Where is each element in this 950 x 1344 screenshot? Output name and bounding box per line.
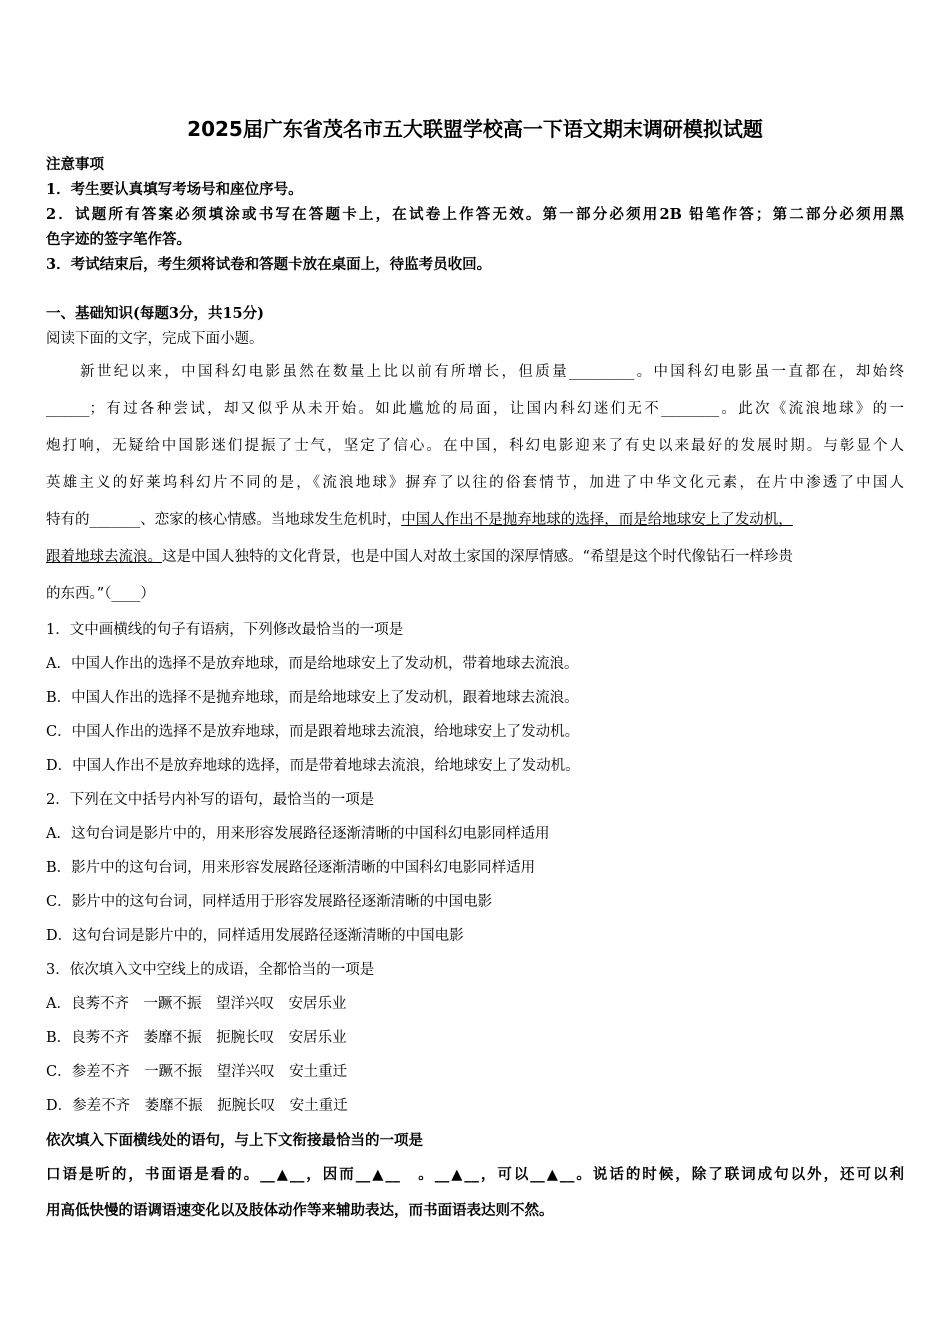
passage-line-7: 的东西。”（____） [46, 586, 155, 602]
question-4-line-2: 用高低快慢的语调语速变化以及肢体动作等来辅助表达，而书面语表达则不然。 [46, 1202, 554, 1219]
question-3-option-a: A．良莠不齐 一蹶不振 望洋兴叹 安居乐业 [46, 996, 347, 1012]
question-3-option-d: D．参差不齐 萎靡不振 扼腕长叹 安土重迁 [46, 1098, 348, 1114]
page-title: 2025届广东省茂名市五大联盟学校高一下语文期末调研模拟试题 [187, 117, 763, 141]
passage-line-2: ______；有过各种尝试，却又似乎从未开始。如此尴尬的局面，让国内科幻迷们无不________。此次《流浪地球》的一 [46, 401, 904, 417]
question-2-option-b: B．影片中的这句台词，用来形容发展路径逐渐清晰的中国科幻电影同样适用 [46, 860, 536, 876]
question-2-option-a: A．这句台词是影片中的，用来形容发展路径逐渐清晰的中国科幻电影同样适用 [46, 826, 550, 842]
passage-line-6 [46, 545, 793, 566]
underlined-sentence-part-2: 跟着地球去流浪。 [46, 549, 162, 565]
underlined-sentence-part-1: 中国人作出不是抛弃地球的选择，而是给地球安上了发动机， [401, 512, 793, 528]
question-3-stem: 3．依次填入文中空线上的成语，全都恰当的一项是 [46, 962, 375, 978]
question-2-option-c: C．影片中的这句台词，同样适用于形容发展路径逐渐清晰的中国电影 [46, 894, 493, 910]
passage-line-5 [46, 508, 904, 529]
question-1-option-b: B．中国人作出的选择不是抛弃地球，而是给地球安上了发动机，跟着地球去流浪。 [46, 690, 579, 706]
passage-line-6-text: 这是中国人独特的文化背景，也是中国人对故土家国的深厚情感。“希望是这个时代像钻石一样珍贵 [162, 549, 793, 565]
question-3-option-b: B．良莠不齐 萎靡不振 扼腕长叹 安居乐业 [46, 1030, 347, 1046]
question-3-option-c: C．参差不齐 一蹶不振 望洋兴叹 安土重迁 [46, 1064, 348, 1080]
passage-line-1: 新世纪以来，中国科幻电影虽然在数量上比以前有所增长，但质量_________。中国科幻电影虽一直都在，却始终 [80, 364, 904, 380]
passage-line-3: 炮打响，无疑给中国影迷们提振了士气，坚定了信心。在中国，科幻电影迎来了有史以来最好的发展时期。与彰显个人 [46, 438, 904, 454]
section-instruction: 阅读下面的文字，完成下面小题。 [46, 331, 264, 347]
question-1-option-d: D．中国人作出不是放弃地球的选择，而是带着地球去流浪，给地球安上了发动机。 [46, 758, 580, 774]
notice-item-3: 3．考试结束后，考生须将试卷和答题卡放在桌面上，待监考员收回。 [46, 256, 492, 273]
question-4-line-1: 口语是听的，书面语是看的。__▲__，因而__▲__ 。__▲__，可以__▲__。说话的时候，除了联词成句以外，还可以利 [46, 1166, 904, 1183]
notice-heading: 注意事项 [46, 156, 104, 173]
question-2-option-d: D．这句台词是影片中的，同样适用发展路径逐渐清晰的中国电影 [46, 928, 464, 944]
passage-line-5-text: 特有的_______、恋家的核心情感。当地球发生危机时， [46, 512, 402, 528]
question-1-option-c: C．中国人作出的选择不是放弃地球，而是跟着地球去流浪，给地球安上了发动机。 [46, 724, 580, 740]
notice-item-2-cont: 色字迹的签字笔作答。 [46, 231, 191, 248]
question-2-stem: 2．下列在文中括号内补写的语句，最恰当的一项是 [46, 792, 375, 808]
section-heading: 一、基础知识(每题3分，共15分) [46, 305, 264, 322]
passage-line-4: 英雄主义的好莱坞科幻片不同的是，《流浪地球》摒弃了以往的俗套情节，加进了中华文化元素，在片中渗透了中国人 [46, 475, 904, 491]
notice-item-1: 1．考生要认真填写考场号和座位序号。 [46, 181, 303, 198]
question-4-stem: 依次填入下面横线处的语句，与上下文衔接最恰当的一项是 [46, 1132, 423, 1149]
question-1-option-a: A．中国人作出的选择不是放弃地球，而是给地球安上了发动机，带着地球去流浪。 [46, 656, 579, 672]
question-1-stem: 1．文中画横线的句子有语病，下列修改最恰当的一项是 [46, 622, 404, 638]
notice-item-2: 2．试题所有答案必须填涂或书写在答题卡上，在试卷上作答无效。第一部分必须用2B 铅笔作答；第二部分必须用黑 [46, 206, 904, 223]
